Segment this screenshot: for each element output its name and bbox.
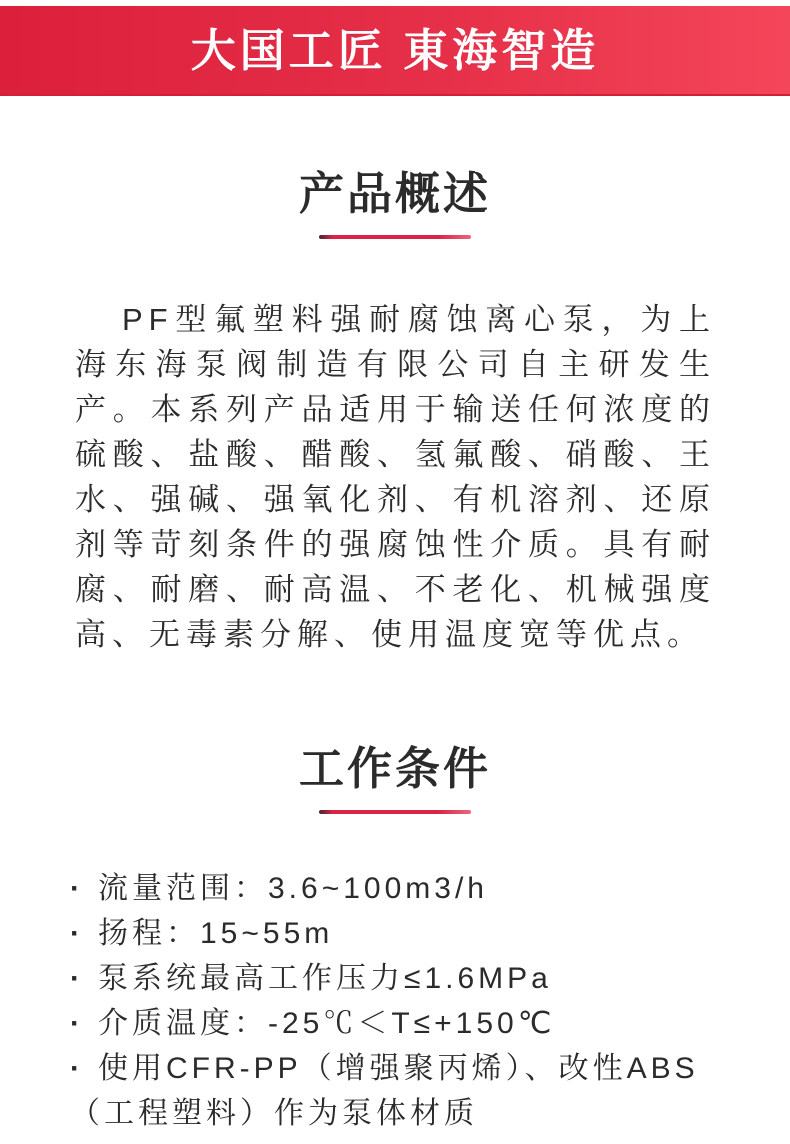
bullet-dot-icon: · — [70, 962, 84, 995]
condition-item-head — [70, 911, 722, 956]
condition-text: 扬程：15~55m — [98, 917, 334, 950]
title-underline-decoration — [319, 235, 471, 239]
product-overview-paragraph: PF型氟塑料强耐腐蚀离心泵，为上海东海泵阀制造有限公司自主研发生产。本系列产品适用于输送任何浓度的硫酸、盐酸、醋酸、氢氟酸、硝酸、王水、强碱、强氧化剂、有机溶剂、还原剂等苛刻条件的强腐蚀性介质。具有耐腐、耐磨、耐高温、不老化、机械强度高、无毒素分解、使用温度宽等优点。 — [75, 302, 716, 652]
bullet-dot-icon: · — [70, 1007, 84, 1040]
bullet-dot-icon: · — [70, 1052, 84, 1085]
working-conditions-list — [70, 866, 722, 1136]
condition-text: 泵系统最高工作压力≤1.6MPa — [98, 962, 552, 995]
condition-item-pump-body-material — [70, 1046, 722, 1136]
condition-text: 使用CFR-PP（增强聚丙烯）、改性ABS（工程塑料）作为泵体材质 — [70, 1052, 699, 1130]
condition-item-medium-temperature — [70, 1001, 722, 1046]
brand-banner-title: 大国工匠 東海智造 — [190, 24, 600, 76]
bullet-dot-icon: · — [70, 917, 84, 950]
condition-item-flow-range — [70, 866, 722, 911]
condition-text: 介质温度：-25℃＜T≤+150℃ — [98, 1007, 556, 1040]
bullet-dot-icon: · — [70, 872, 84, 905]
condition-text: 流量范围：3.6~100m3/h — [98, 872, 488, 905]
title-underline-decoration — [319, 810, 471, 814]
condition-item-max-pressure — [70, 956, 722, 1001]
brand-banner — [0, 6, 790, 96]
section-title-working-conditions: 工作条件 — [298, 743, 491, 794]
section-title-product-overview: 产品概述 — [298, 168, 491, 219]
